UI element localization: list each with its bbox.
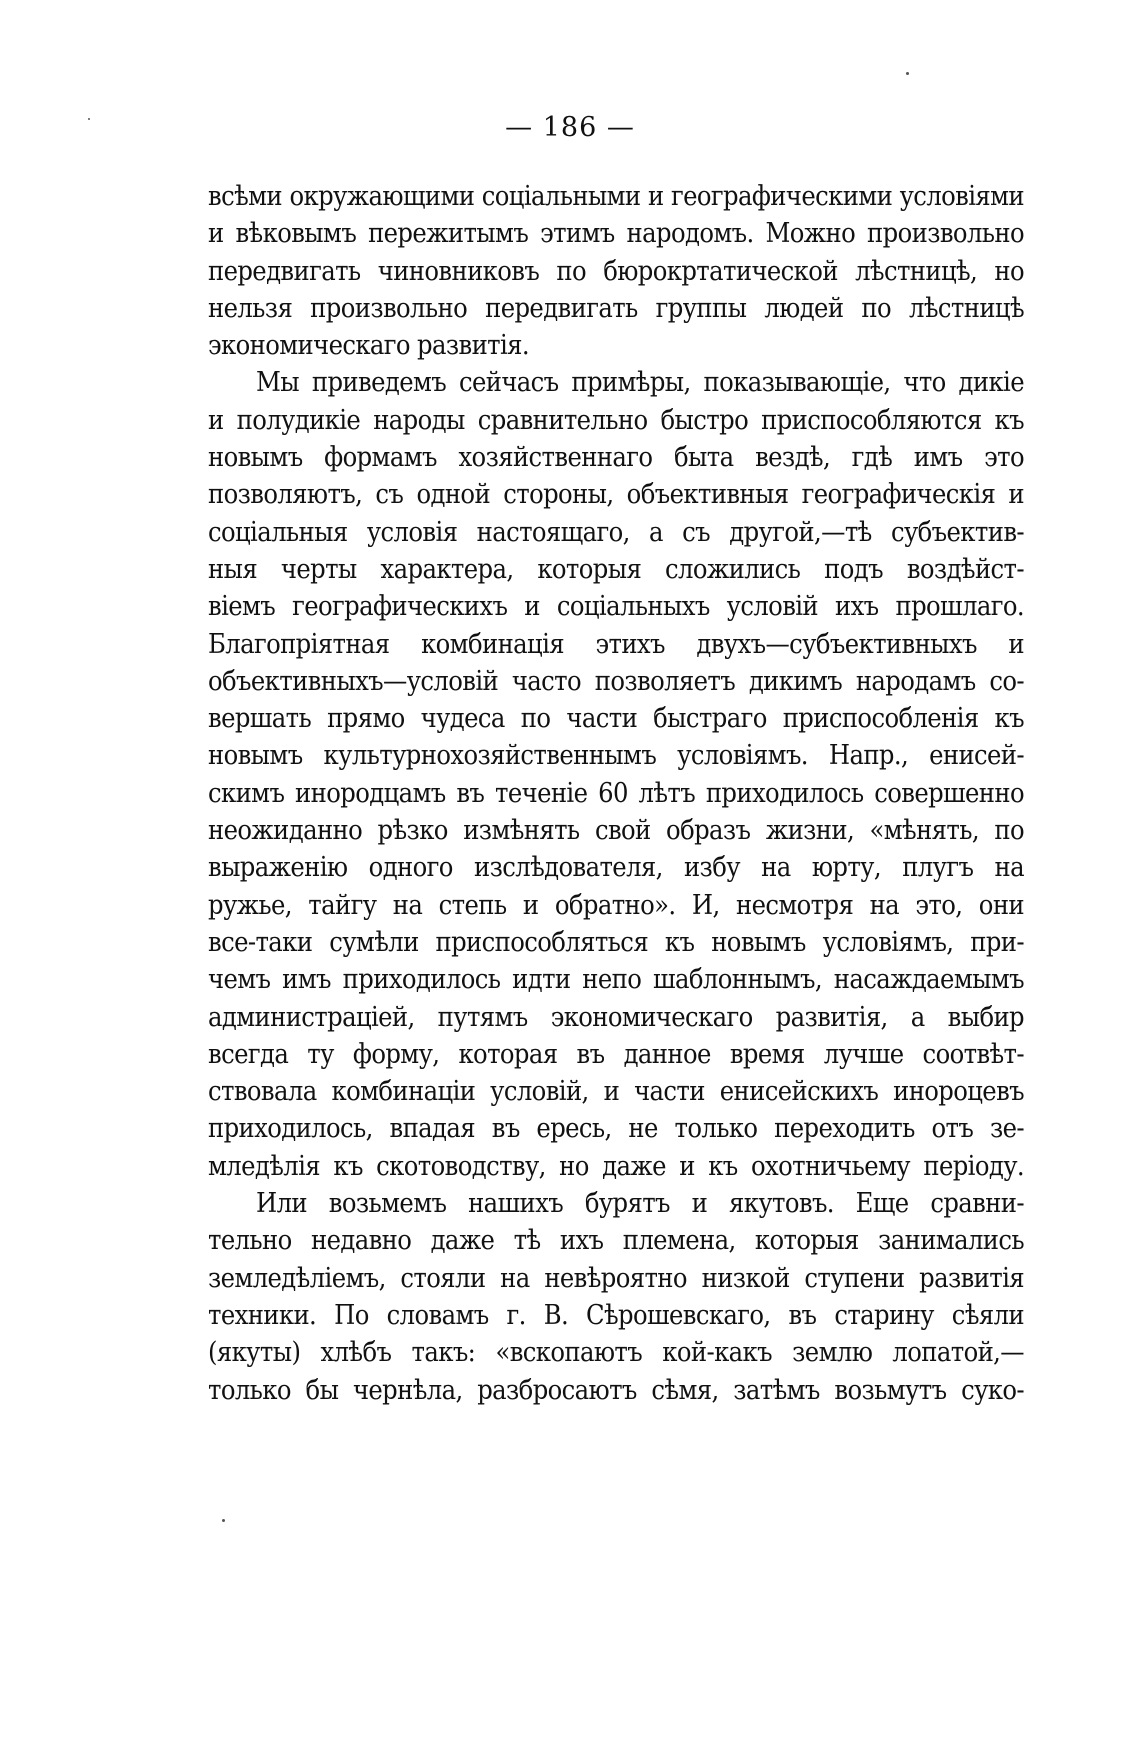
text-line: віемъ географическихъ и соціальныхъ условій ихъ прошлаго. xyxy=(208,591,1024,623)
text-line: техники. По словамъ г. В. Сѣрошевскаго, въ старину сѣяли xyxy=(208,1299,1024,1331)
text-line: соціальныя условія настоящаго, а съ другой,—тѣ субъектив- xyxy=(208,516,1024,548)
text-line: выраженію одного изслѣдователя, избу на юрту, плугъ на xyxy=(208,852,1024,884)
text-line: тельно недавно даже тѣ ихъ племена, которыя занимались xyxy=(208,1225,1024,1257)
paragraph-1 xyxy=(208,178,1024,364)
text-line: земледѣліемъ, стояли на невѣроятно низкой ступени развитія xyxy=(208,1262,1024,1294)
text-line: всегда ту форму, которая въ данное время лучше соотвѣт- xyxy=(208,1038,1024,1070)
text-line: и вѣковымъ пережитымъ этимъ народомъ. Можно произвольно xyxy=(208,218,1024,250)
text-line: Или возьмемъ нашихъ бурятъ и якутовъ. Еще сравни- xyxy=(256,1188,1024,1220)
text-line: и полудикіе народы сравнительно быстро приспособляются къ xyxy=(208,404,1024,436)
text-line: мледѣлія къ скотоводству, но даже и къ охотничьему періоду. xyxy=(208,1150,1024,1182)
text-line: Мы приведемъ сейчасъ примѣры, показывающіе, что дикіе xyxy=(256,367,1024,399)
paragraph-3 xyxy=(208,1185,1024,1409)
text-line: ствовала комбинаціи условій, и части енисейскихъ инороцевъ xyxy=(208,1076,1024,1108)
text-line: ныя черты характера, которыя сложились подъ воздѣйст- xyxy=(208,553,1024,585)
text-line: (якуты) хлѣбъ такъ: «вскопаютъ кой-какъ землю лопатой,— xyxy=(208,1337,1024,1369)
page-number: — 186 — xyxy=(505,112,635,143)
body-text xyxy=(208,178,1024,1409)
text-line: всѣми окружающими соціальными и географическими условіями xyxy=(208,181,1024,212)
text-line: администраціей, путямъ экономическаго развитія, а выбир xyxy=(208,1001,1024,1033)
text-line: неожиданно рѣзко измѣнять свой образъ жизни, «мѣнять, по xyxy=(208,815,1024,847)
text-line: экономическаго развитія. xyxy=(208,330,530,362)
text-line: объективныхъ—условій часто позволяетъ дикимъ народамъ со- xyxy=(208,665,1024,697)
text-line: передвигать чиновниковъ по бюрокртатической лѣстницѣ, но xyxy=(208,255,1024,287)
text-line: скимъ инородцамъ въ теченіе 60 лѣтъ приходилось совершенно xyxy=(208,777,1024,809)
text-line: вершать прямо чудеса по части быстраго приспособленія къ xyxy=(208,703,1024,735)
scan-speck xyxy=(88,118,90,120)
scan-speck xyxy=(906,72,909,75)
paragraph-2 xyxy=(208,364,1024,1185)
text-line: приходилось, впадая въ ересь, не только переходить отъ зе- xyxy=(208,1113,1024,1145)
text-line: новымъ формамъ хозяйственнаго быта вездѣ, гдѣ имъ это xyxy=(208,442,1024,474)
text-line: все-таки сумѣли приспособляться къ новымъ условіямъ, при- xyxy=(208,926,1024,958)
text-line: позволяютъ, съ одной стороны, объективныя географическія и xyxy=(208,479,1024,511)
text-line: только бы чернѣла, разбросаютъ сѣмя, затѣмъ возьмутъ суко- xyxy=(208,1374,1024,1406)
scan-speck xyxy=(222,1519,225,1522)
text-line: чемъ имъ приходилось идти непо шаблоннымъ, насаждаемымъ xyxy=(208,964,1024,996)
text-line: новымъ культурнохозяйственнымъ условіямъ. Напр., енисей- xyxy=(208,740,1024,772)
text-line: Благопріятная комбинація этихъ двухъ—субъективныхъ и xyxy=(208,628,1024,660)
text-line: нельзя произвольно передвигать группы людей по лѣстницѣ xyxy=(208,292,1024,324)
text-line: ружье, тайгу на степь и обратно». И, несмотря на это, они xyxy=(208,889,1024,921)
